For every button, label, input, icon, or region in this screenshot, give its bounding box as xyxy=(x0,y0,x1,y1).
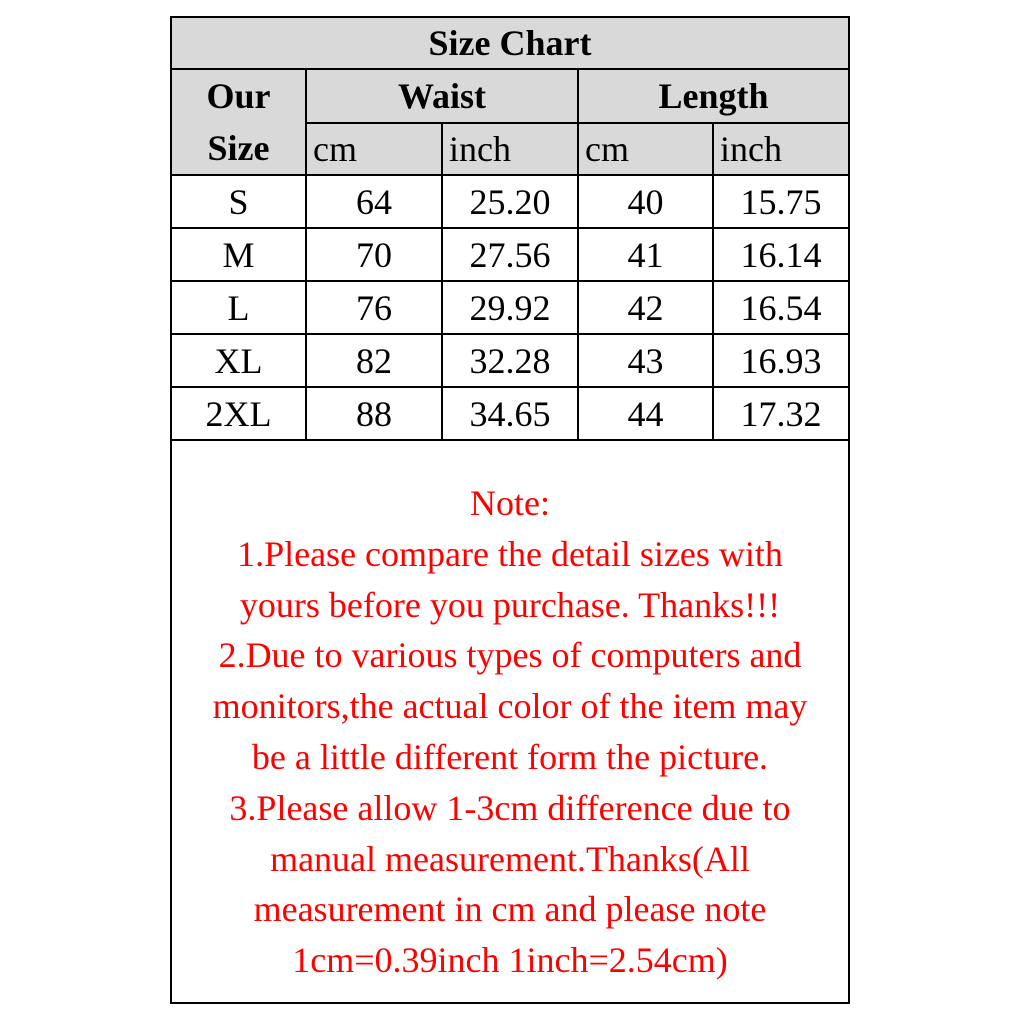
size-cell: M xyxy=(172,228,306,281)
table-row xyxy=(172,334,848,387)
size-cell: S xyxy=(172,175,306,228)
length-cm-cell: 43 xyxy=(578,334,713,387)
size-header-line1: Our xyxy=(206,76,271,116)
size-column-header xyxy=(172,69,306,175)
waist-header: Waist xyxy=(306,69,578,123)
length-inch-cell: 16.54 xyxy=(713,281,848,334)
size-table xyxy=(172,18,848,441)
length-cm-cell: 41 xyxy=(578,228,713,281)
waist-cm-cell: 64 xyxy=(306,175,442,228)
length-header: Length xyxy=(578,69,848,123)
waist-cm-header: cm xyxy=(306,123,442,176)
size-cell: XL xyxy=(172,334,306,387)
note-line: be a little different form the picture. xyxy=(251,736,769,777)
length-cm-cell: 42 xyxy=(578,281,713,334)
length-cm-header: cm xyxy=(578,123,713,176)
length-inch-cell: 16.14 xyxy=(713,228,848,281)
waist-cm-cell: 70 xyxy=(306,228,442,281)
note-line: yours before you purchase. Thanks!!! xyxy=(239,584,781,625)
length-inch-cell: 15.75 xyxy=(713,175,848,228)
waist-cm-cell: 82 xyxy=(306,334,442,387)
note-heading: Note: xyxy=(470,483,550,523)
note-line: manual measurement.Thanks(All xyxy=(270,838,750,879)
note-line: 3.Please allow 1-3cm difference due to xyxy=(229,787,791,828)
size-cell: 2XL xyxy=(172,387,306,440)
note-line: monitors,the actual color of the item may xyxy=(212,686,808,727)
length-cm-cell: 40 xyxy=(578,175,713,228)
length-inch-cell: 16.93 xyxy=(713,334,848,387)
waist-inch-cell: 32.28 xyxy=(442,334,578,387)
waist-inch-cell: 34.65 xyxy=(442,387,578,440)
note-line: 1cm=0.39inch 1inch=2.54cm) xyxy=(292,940,728,981)
note-line: 1.Please compare the detail sizes with xyxy=(237,533,783,574)
waist-inch-header: inch xyxy=(442,123,578,176)
waist-cm-cell: 76 xyxy=(306,281,442,334)
table-row xyxy=(172,387,848,440)
note-line: measurement in cm and please note xyxy=(253,889,767,930)
size-header-line2: Size xyxy=(207,128,270,168)
waist-inch-cell: 29.92 xyxy=(442,281,578,334)
size-cell: L xyxy=(172,281,306,334)
length-inch-cell: 17.32 xyxy=(713,387,848,440)
length-inch-header: inch xyxy=(713,123,848,176)
table-row xyxy=(172,228,848,281)
table-row xyxy=(172,281,848,334)
note-line: 2.Due to various types of computers and xyxy=(218,635,802,676)
chart-title: Size Chart xyxy=(172,18,848,69)
size-chart xyxy=(170,16,850,1004)
table-row xyxy=(172,175,848,228)
waist-cm-cell: 88 xyxy=(306,387,442,440)
length-cm-cell: 44 xyxy=(578,387,713,440)
waist-inch-cell: 25.20 xyxy=(442,175,578,228)
note-section xyxy=(172,478,848,986)
waist-inch-cell: 27.56 xyxy=(442,228,578,281)
